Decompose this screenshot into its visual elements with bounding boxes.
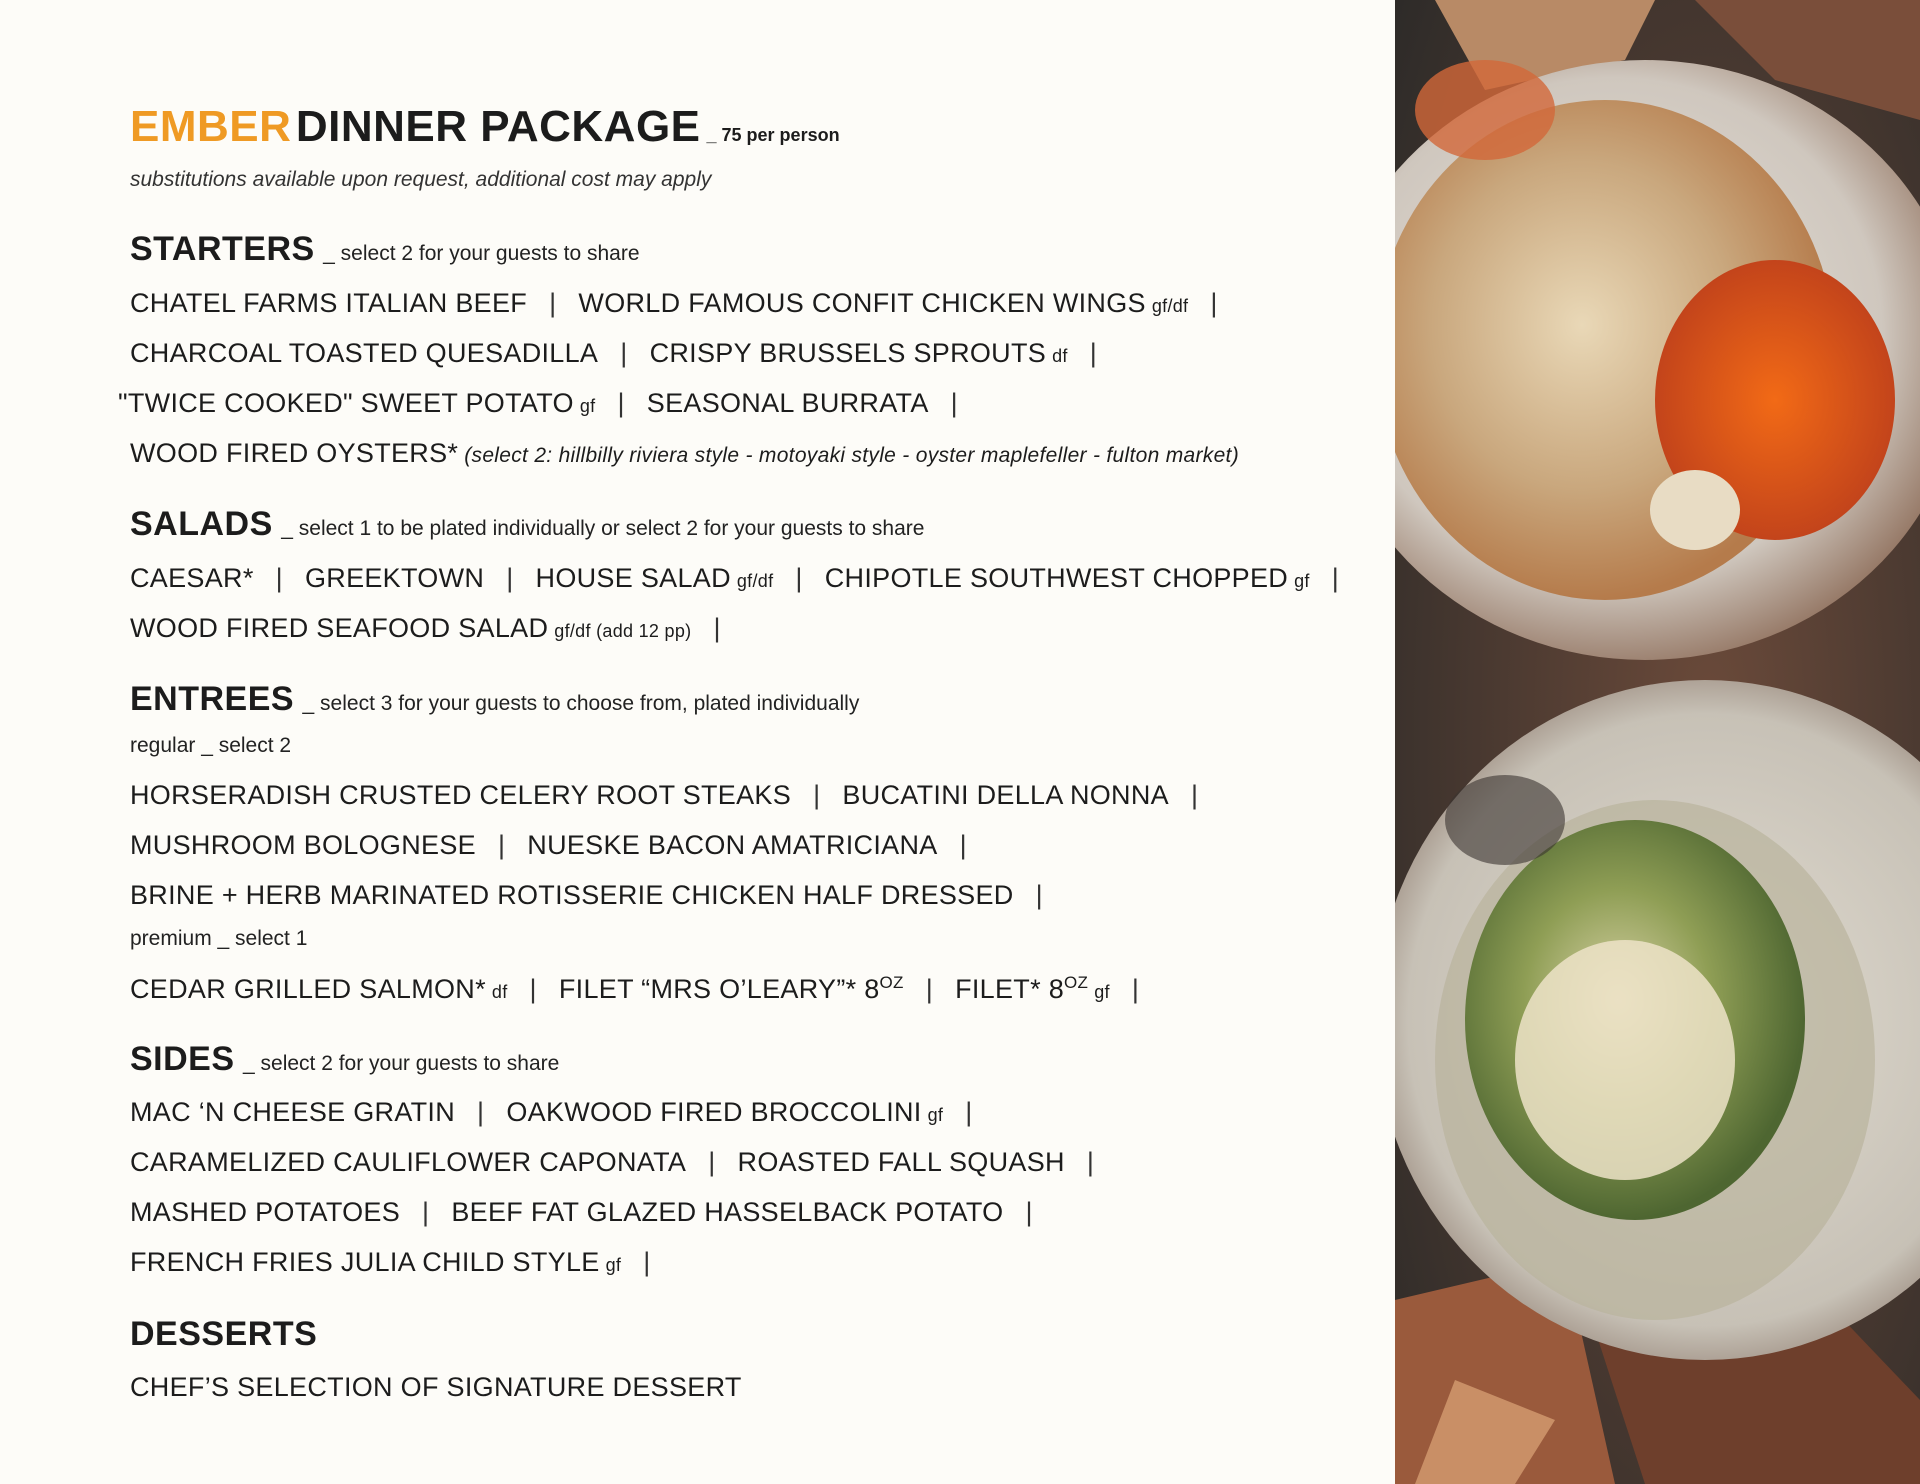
section-name: ENTREES	[130, 680, 295, 718]
premium-label: premium _ select 1	[130, 927, 308, 950]
separator: |	[925, 974, 934, 1004]
separator: |	[813, 780, 821, 810]
separator: |	[713, 613, 721, 643]
diet-tag: gf	[927, 1105, 944, 1125]
separator: |	[275, 563, 283, 593]
menu-item: WOOD FIRED OYSTERS*	[130, 438, 459, 468]
menu-item: ROASTED FALL SQUASH	[737, 1147, 1065, 1177]
menu-item: CHEF’S SELECTION OF SIGNATURE DESSERT	[130, 1372, 742, 1402]
diet-tag: gf	[579, 396, 596, 416]
menu-item: WORLD FAMOUS CONFIT CHICKEN WINGS	[578, 288, 1146, 318]
menu-item: CAESAR*	[130, 563, 254, 593]
section-note: _ select 2 for your guests to share	[323, 242, 640, 265]
section-name: SALADS	[130, 505, 273, 543]
entrees-heading	[130, 680, 859, 719]
diet-tag: gf/df	[736, 571, 774, 591]
sides-line-2	[130, 1147, 1116, 1178]
sides-heading	[130, 1040, 559, 1079]
separator: |	[1131, 974, 1140, 1004]
bottom-oyster-shadow	[1445, 775, 1565, 865]
separator: |	[950, 388, 958, 418]
diet-tag: gf	[1094, 982, 1110, 1002]
separator: |	[1089, 338, 1098, 368]
top-oyster-sauce	[1415, 60, 1555, 160]
diet-tag: df	[491, 982, 508, 1002]
menu-item: OAKWOOD FIRED BROCCOLINI	[506, 1097, 922, 1127]
separator: |	[620, 338, 628, 368]
package-price: _ 75 per person	[706, 125, 840, 145]
package-title: DINNER PACKAGE	[295, 102, 701, 151]
salads-line-2	[130, 613, 743, 644]
menu-item: MUSHROOM BOLOGNESE	[130, 830, 476, 860]
starters-line-2	[130, 338, 1119, 369]
diet-tag: gf/df (add 12 pp)	[554, 621, 692, 641]
starters-line-4	[130, 438, 1239, 469]
menu-item: HORSERADISH CRUSTED CELERY ROOT STEAKS	[130, 780, 792, 810]
entrees-line-1	[130, 780, 1220, 811]
separator: |	[617, 388, 625, 418]
entrees-line-3	[130, 880, 1065, 911]
section-name: SIDES	[130, 1040, 235, 1078]
separator: |	[497, 830, 506, 860]
salads-heading	[130, 505, 924, 544]
section-name: STARTERS	[130, 230, 315, 268]
menu-item: BUCATINI DELLA NONNA	[842, 780, 1169, 810]
separator: |	[795, 563, 803, 593]
regular-label: regular _ select 2	[130, 734, 292, 757]
menu-item: FRENCH FRIES JULIA CHILD STYLE	[130, 1247, 600, 1277]
section-note: _ select 2 for your guests to share	[243, 1052, 560, 1075]
salads-line-1	[130, 563, 1361, 594]
sides-line-4	[130, 1247, 673, 1278]
entrees-line-2	[130, 830, 989, 861]
bottom-oyster-cheese	[1515, 940, 1735, 1180]
entrees-line-4	[130, 973, 1161, 1005]
starters-line-1	[130, 288, 1240, 319]
menu-item: MAC ‘N CHEESE GRATIN	[130, 1097, 456, 1127]
menu-item: NUESKE BACON AMATRICIANA	[527, 830, 938, 860]
brand-name: EMBER	[130, 102, 292, 151]
top-oyster-crumb	[1650, 470, 1740, 550]
menu-item: CHARCOAL TOASTED QUESADILLA	[130, 338, 599, 368]
ounce-mark: OZ	[879, 973, 904, 992]
separator: |	[965, 1097, 973, 1127]
menu-item: GREEKTOWN	[304, 563, 485, 593]
oyster-styles-note: (select 2: hillbilly riviera style - motoyaki style - oyster maplefeller - fulton market)	[464, 444, 1239, 467]
separator: |	[1331, 563, 1340, 593]
substitutions-note: substitutions available upon request, additional cost may apply	[130, 168, 712, 191]
separator: |	[959, 830, 967, 860]
menu-item: CHIPOTLE SOUTHWEST CHOPPED	[824, 563, 1289, 593]
section-name: DESSERTS	[130, 1315, 318, 1353]
sides-line-3	[130, 1197, 1055, 1228]
menu-item: MASHED POTATOES	[130, 1197, 401, 1227]
menu-title	[130, 102, 840, 152]
oyster-photo-illustration	[1395, 0, 1920, 1484]
menu-item: BEEF FAT GLAZED HASSELBACK POTATO	[451, 1197, 1004, 1227]
menu-item: CARAMELIZED CAULIFLOWER CAPONATA	[130, 1147, 687, 1177]
separator: |	[1035, 880, 1043, 910]
menu-item: CEDAR GRILLED SALMON*	[130, 974, 486, 1004]
diet-tag: gf/df	[1151, 296, 1189, 316]
separator: |	[643, 1247, 651, 1277]
diet-tag: gf	[1294, 571, 1310, 591]
diet-tag: gf	[605, 1255, 622, 1275]
ounce-mark: OZ	[1064, 973, 1089, 992]
section-note: _ select 1 to be plated individually or select 2 for your guests to share	[281, 517, 925, 540]
starters-heading	[130, 230, 640, 269]
menu-item: CHATEL FARMS ITALIAN BEEF	[130, 288, 528, 318]
menu-item: FILET* 8	[955, 974, 1065, 1004]
sides-line-1	[130, 1097, 995, 1128]
separator: |	[1025, 1197, 1033, 1227]
menu-item: HOUSE SALAD	[535, 563, 731, 593]
menu-item: FILET “MRS O’LEARY”* 8	[558, 974, 880, 1004]
separator: |	[422, 1197, 430, 1227]
menu-item: "TWICE COOKED" SWEET POTATO	[118, 388, 574, 418]
separator: |	[1210, 288, 1218, 318]
separator: |	[708, 1147, 716, 1177]
menu-item: CRISPY BRUSSELS SPROUTS	[649, 338, 1047, 368]
menu-item: WOOD FIRED SEAFOOD SALAD	[130, 613, 549, 643]
separator: |	[477, 1097, 485, 1127]
desserts-line-1	[130, 1372, 742, 1403]
menu-item: BRINE + HERB MARINATED ROTISSERIE CHICKEN HALF DRESSED	[130, 880, 1014, 910]
menu-item: SEASONAL BURRATA	[646, 388, 929, 418]
diet-tag: df	[1052, 346, 1068, 366]
oyster-photo	[1395, 0, 1920, 1484]
separator: |	[529, 974, 537, 1004]
section-note: _ select 3 for your guests to choose from, plated individually	[302, 692, 860, 715]
separator: |	[1190, 780, 1199, 810]
separator: |	[549, 288, 557, 318]
separator: |	[506, 563, 514, 593]
starters-line-3	[118, 388, 980, 419]
desserts-heading	[130, 1315, 317, 1354]
separator: |	[1086, 1147, 1095, 1177]
